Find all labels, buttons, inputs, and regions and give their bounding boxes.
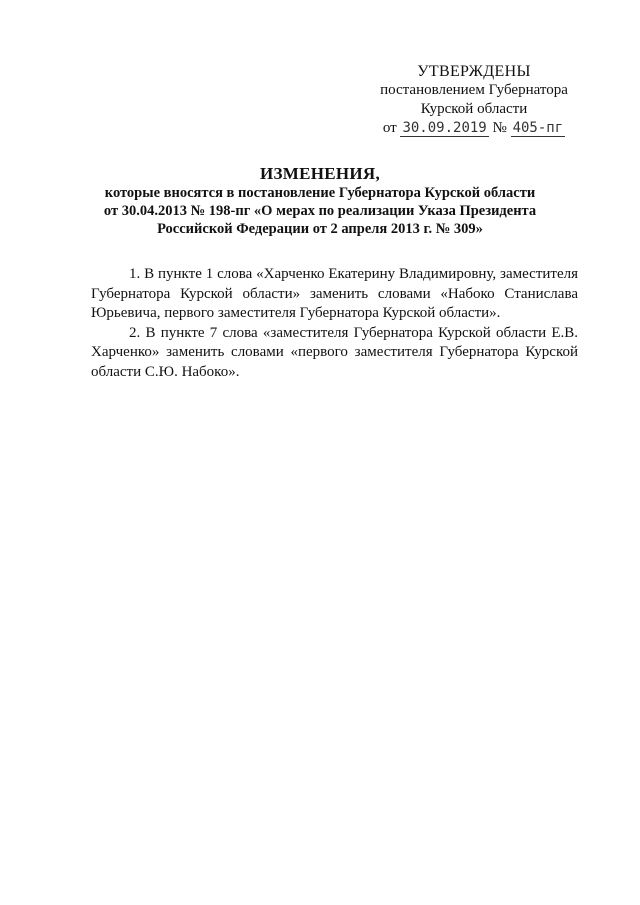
heading-title: ИЗМЕНЕНИЯ, xyxy=(259,164,381,183)
approval-stamp xyxy=(374,62,574,138)
heading-line-1: которые вносятся в постановление Губернатора Курской области xyxy=(104,185,536,201)
heading-line-3: Российской Федерации от 2 апреля 2013 г. № 309» xyxy=(157,221,483,237)
approval-title: УТВЕРЖДЕНЫ xyxy=(417,63,531,80)
document-body xyxy=(91,265,578,382)
paragraph-2: 2. В пункте 7 слова «заместителя Губернатора Курской области Е.В. Харченко» заменить словами «первого заместителя Губернатора Курской области С.Ю. Набоко». xyxy=(91,324,578,380)
approval-number-sign: № xyxy=(492,120,507,136)
approval-line-1: постановлением Губернатора xyxy=(380,82,568,98)
document-heading xyxy=(60,163,580,238)
approval-number: 405-пг xyxy=(512,120,564,136)
approval-date: 30.09.2019 xyxy=(402,120,487,136)
heading-line-2: от 30.04.2013 № 198-пг «О мерах по реализации Указа Президента xyxy=(103,203,537,219)
approval-date-line xyxy=(374,119,574,138)
approval-line-2: Курской области xyxy=(420,101,528,117)
approval-date-prefix: от xyxy=(382,120,397,136)
paragraph-1: 1. В пункте 1 слова «Харченко Екатерину Владимировну, заместителя Губернатора Курской области» заменить словами «Набоко Станислава Юрьевича, первого заместителя Губернатора Курской области». xyxy=(91,266,578,321)
